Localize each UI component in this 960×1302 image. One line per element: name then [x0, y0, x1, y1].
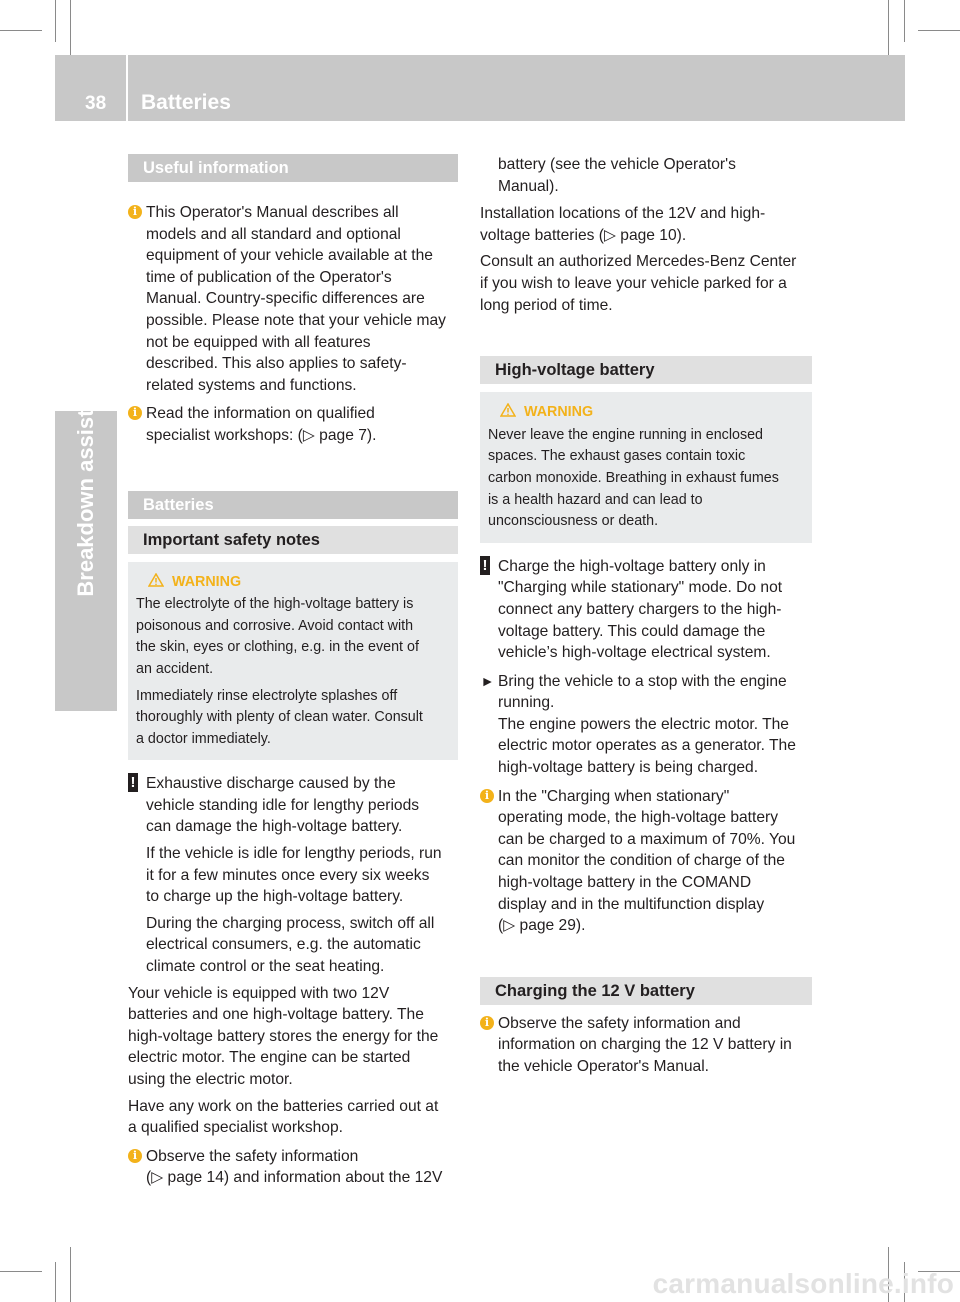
text-line: Manual). — [498, 177, 559, 195]
page-title: Batteries — [141, 91, 231, 114]
text-line: Immediately rinse electrolyte splashes off — [136, 687, 398, 704]
crop-mark — [55, 1262, 56, 1302]
crop-mark — [55, 0, 56, 42]
text-line: Bring the vehicle to a stop with the engine — [498, 672, 787, 690]
text-line: connect any battery chargers to the high- — [498, 600, 782, 618]
info-icon: i — [480, 1016, 494, 1030]
text-line: it for a few minutes once every six weeks — [146, 866, 430, 884]
crop-mark — [918, 30, 960, 31]
info-note — [128, 1146, 458, 1189]
lines — [498, 154, 812, 197]
text-line: carbon monoxide. Breathing in exhaust fumes — [488, 469, 779, 486]
lines — [498, 714, 812, 779]
warning-icon — [500, 403, 516, 417]
text-line: batteries and one high-voltage battery. The — [128, 1006, 424, 1024]
text-line: (▷ page 14) and information about the 12V — [146, 1169, 443, 1187]
text-line: can monitor the condition of charge of the — [498, 852, 785, 870]
lines — [488, 425, 804, 533]
info-note — [128, 403, 458, 446]
text-line: During the charging process, switch off all — [146, 914, 435, 932]
header-divider — [126, 55, 128, 121]
warning-label: WARNING — [171, 573, 242, 590]
lines — [480, 251, 812, 316]
warning-label: WARNING — [523, 404, 594, 421]
info-icon: i — [480, 789, 494, 803]
lines — [128, 983, 458, 1091]
text-line: Your vehicle is equipped with two 12V — [128, 984, 390, 1002]
lines — [146, 773, 458, 838]
text-line: Have any work on the batteries carried out at — [128, 1097, 439, 1115]
text-line: a qualified specialist workshop. — [128, 1119, 343, 1137]
arrow-icon: ► — [480, 672, 495, 689]
text-line: voltage battery. This could damage the — [498, 622, 766, 640]
text-line: electric motor. The engine can be started — [128, 1049, 411, 1067]
left-column — [128, 154, 458, 1189]
text-line: display and in the multifunction display — [498, 895, 765, 913]
text-line: if you wish to leave your vehicle parked for a — [480, 274, 787, 292]
text-line: related systems and functions. — [146, 376, 357, 394]
text-line: climate control or the seat heating. — [146, 958, 385, 976]
info-icon: i — [128, 406, 142, 420]
side-tab-label-wrap — [55, 258, 117, 698]
text-line: Exhaustive discharge caused by the — [146, 775, 396, 793]
text-line: poisonous and corrosive. Avoid contact with — [136, 617, 414, 634]
text-line: electric motor operates as a generator. The — [498, 737, 796, 755]
warning-box — [480, 392, 812, 543]
text-line: the vehicle Operator's Manual. — [498, 1058, 710, 1075]
text-line: Charge the high-voltage battery only in — [498, 557, 766, 575]
info-continued — [480, 154, 812, 197]
lines — [146, 202, 458, 396]
text-line: models and all standard and optional — [146, 225, 401, 243]
text-line: Installation locations of the 12V and high- — [480, 205, 766, 223]
text-line: time of publication of the Operator's — [146, 268, 392, 286]
text-line: spaces. The exhaust gases contain toxic — [488, 448, 746, 465]
text-line: thoroughly with plenty of clean water. Consult — [136, 709, 423, 726]
warning-icon — [148, 573, 164, 587]
lines — [146, 913, 458, 978]
text-line: voltage batteries (▷ page 10). — [480, 226, 687, 244]
info-icon: i — [128, 205, 142, 219]
lines — [146, 403, 458, 446]
text-line: electrical consumers, e.g. the automatic — [146, 936, 421, 954]
subsection-heading: Important safety notes — [128, 526, 458, 554]
text-line: can be charged to a maximum of 70%. You — [498, 830, 796, 848]
info-note — [480, 786, 812, 937]
text-line: the skin, eyes or clothing, e.g. in the event of — [136, 639, 419, 656]
text-line: information on charging the 12 V battery in — [498, 1036, 792, 1054]
caution-note — [128, 773, 458, 977]
crop-mark — [888, 0, 889, 55]
text-line: long period of time. — [480, 296, 613, 314]
text-line: specialist workshops: (▷ page 7). — [146, 426, 377, 444]
info-icon: i — [128, 1149, 142, 1163]
text-line: (▷ page 29). — [498, 917, 586, 935]
text-line: Manual. Country-specific differences are — [146, 290, 425, 308]
crop-mark — [70, 0, 71, 55]
page-header — [55, 55, 905, 121]
subsection-heading: High-voltage battery — [480, 356, 812, 384]
text-line: an accident. — [136, 660, 214, 677]
lines — [498, 786, 812, 937]
lines — [146, 1146, 458, 1189]
text-line: vehicle’s high-voltage electrical system. — [498, 644, 771, 662]
text-line: Never leave the engine running in enclosed — [488, 426, 764, 443]
text-line: is a health hazard and can lead to — [488, 491, 703, 508]
text-line: running. — [498, 694, 555, 712]
page-number: 38 — [85, 93, 107, 114]
text-line: In the "Charging when stationary" — [498, 787, 730, 805]
text-line: The electrolyte of the high-voltage battery is — [136, 596, 414, 613]
crop-mark — [70, 1247, 71, 1302]
text-line: The engine powers the electric motor. The — [498, 715, 789, 733]
text-line: equipment of your vehicle available at the — [146, 247, 433, 265]
crop-mark — [0, 1271, 42, 1272]
text-line: If the vehicle is idle for lengthy periods, run — [146, 845, 442, 863]
text-line: Observe the safety information — [146, 1147, 359, 1165]
text-line: high-voltage battery stores the energy for the — [128, 1027, 439, 1045]
caution-note — [480, 556, 812, 664]
text-line: a doctor immediately. — [136, 730, 271, 747]
warning-box — [128, 562, 458, 761]
section-heading: Batteries — [128, 491, 458, 519]
exclamation-icon: ! — [128, 773, 138, 792]
subsection-heading: Charging the 12 V battery — [480, 977, 812, 1005]
text-line: not be equipped with all features — [146, 333, 371, 351]
text-line: operating mode, the high-voltage battery — [498, 809, 779, 827]
text-line: Read the information on qualified — [146, 405, 375, 423]
text-line: high-voltage battery in the COMAND — [498, 874, 752, 892]
text-line: described. This also applies to safety- — [146, 355, 407, 373]
text-line: possible. Please note that your vehicle may — [146, 311, 446, 329]
text-line: can damage the high-voltage battery. — [146, 818, 403, 836]
text-line: vehicle standing idle for lengthy periods — [146, 796, 420, 814]
crop-mark — [0, 30, 42, 31]
side-tab-label: Breakdown assistance — [73, 359, 98, 597]
exclamation-icon: ! — [480, 556, 490, 575]
lines — [498, 671, 812, 714]
crop-mark — [904, 0, 905, 42]
text-line: high-voltage battery is being charged. — [498, 759, 759, 777]
lines — [498, 556, 812, 664]
lines — [146, 843, 458, 908]
text-line: Consult an authorized Mercedes-Benz Center — [480, 253, 797, 271]
text-line: using the electric motor. — [128, 1071, 293, 1088]
right-column — [480, 154, 812, 1078]
text-line: battery (see the vehicle Operator's — [498, 156, 736, 173]
info-note — [480, 1013, 812, 1078]
section-heading: Useful information — [128, 154, 458, 182]
text-line: This Operator's Manual describes all — [146, 204, 399, 221]
watermark: carmanualsonline.info — [652, 1268, 954, 1299]
lines — [136, 594, 450, 680]
instruction-step — [480, 671, 812, 779]
lines — [136, 686, 450, 751]
lines — [128, 1096, 458, 1139]
text-line: to charge up the high-voltage battery. — [146, 888, 404, 906]
text-line: "Charging while stationary" mode. Do not — [498, 579, 783, 597]
text-line: unconsciousness or death. — [488, 513, 659, 530]
info-note — [128, 202, 458, 396]
text-line: Observe the safety information and — [498, 1014, 741, 1032]
lines — [498, 1013, 812, 1078]
lines — [480, 203, 812, 246]
